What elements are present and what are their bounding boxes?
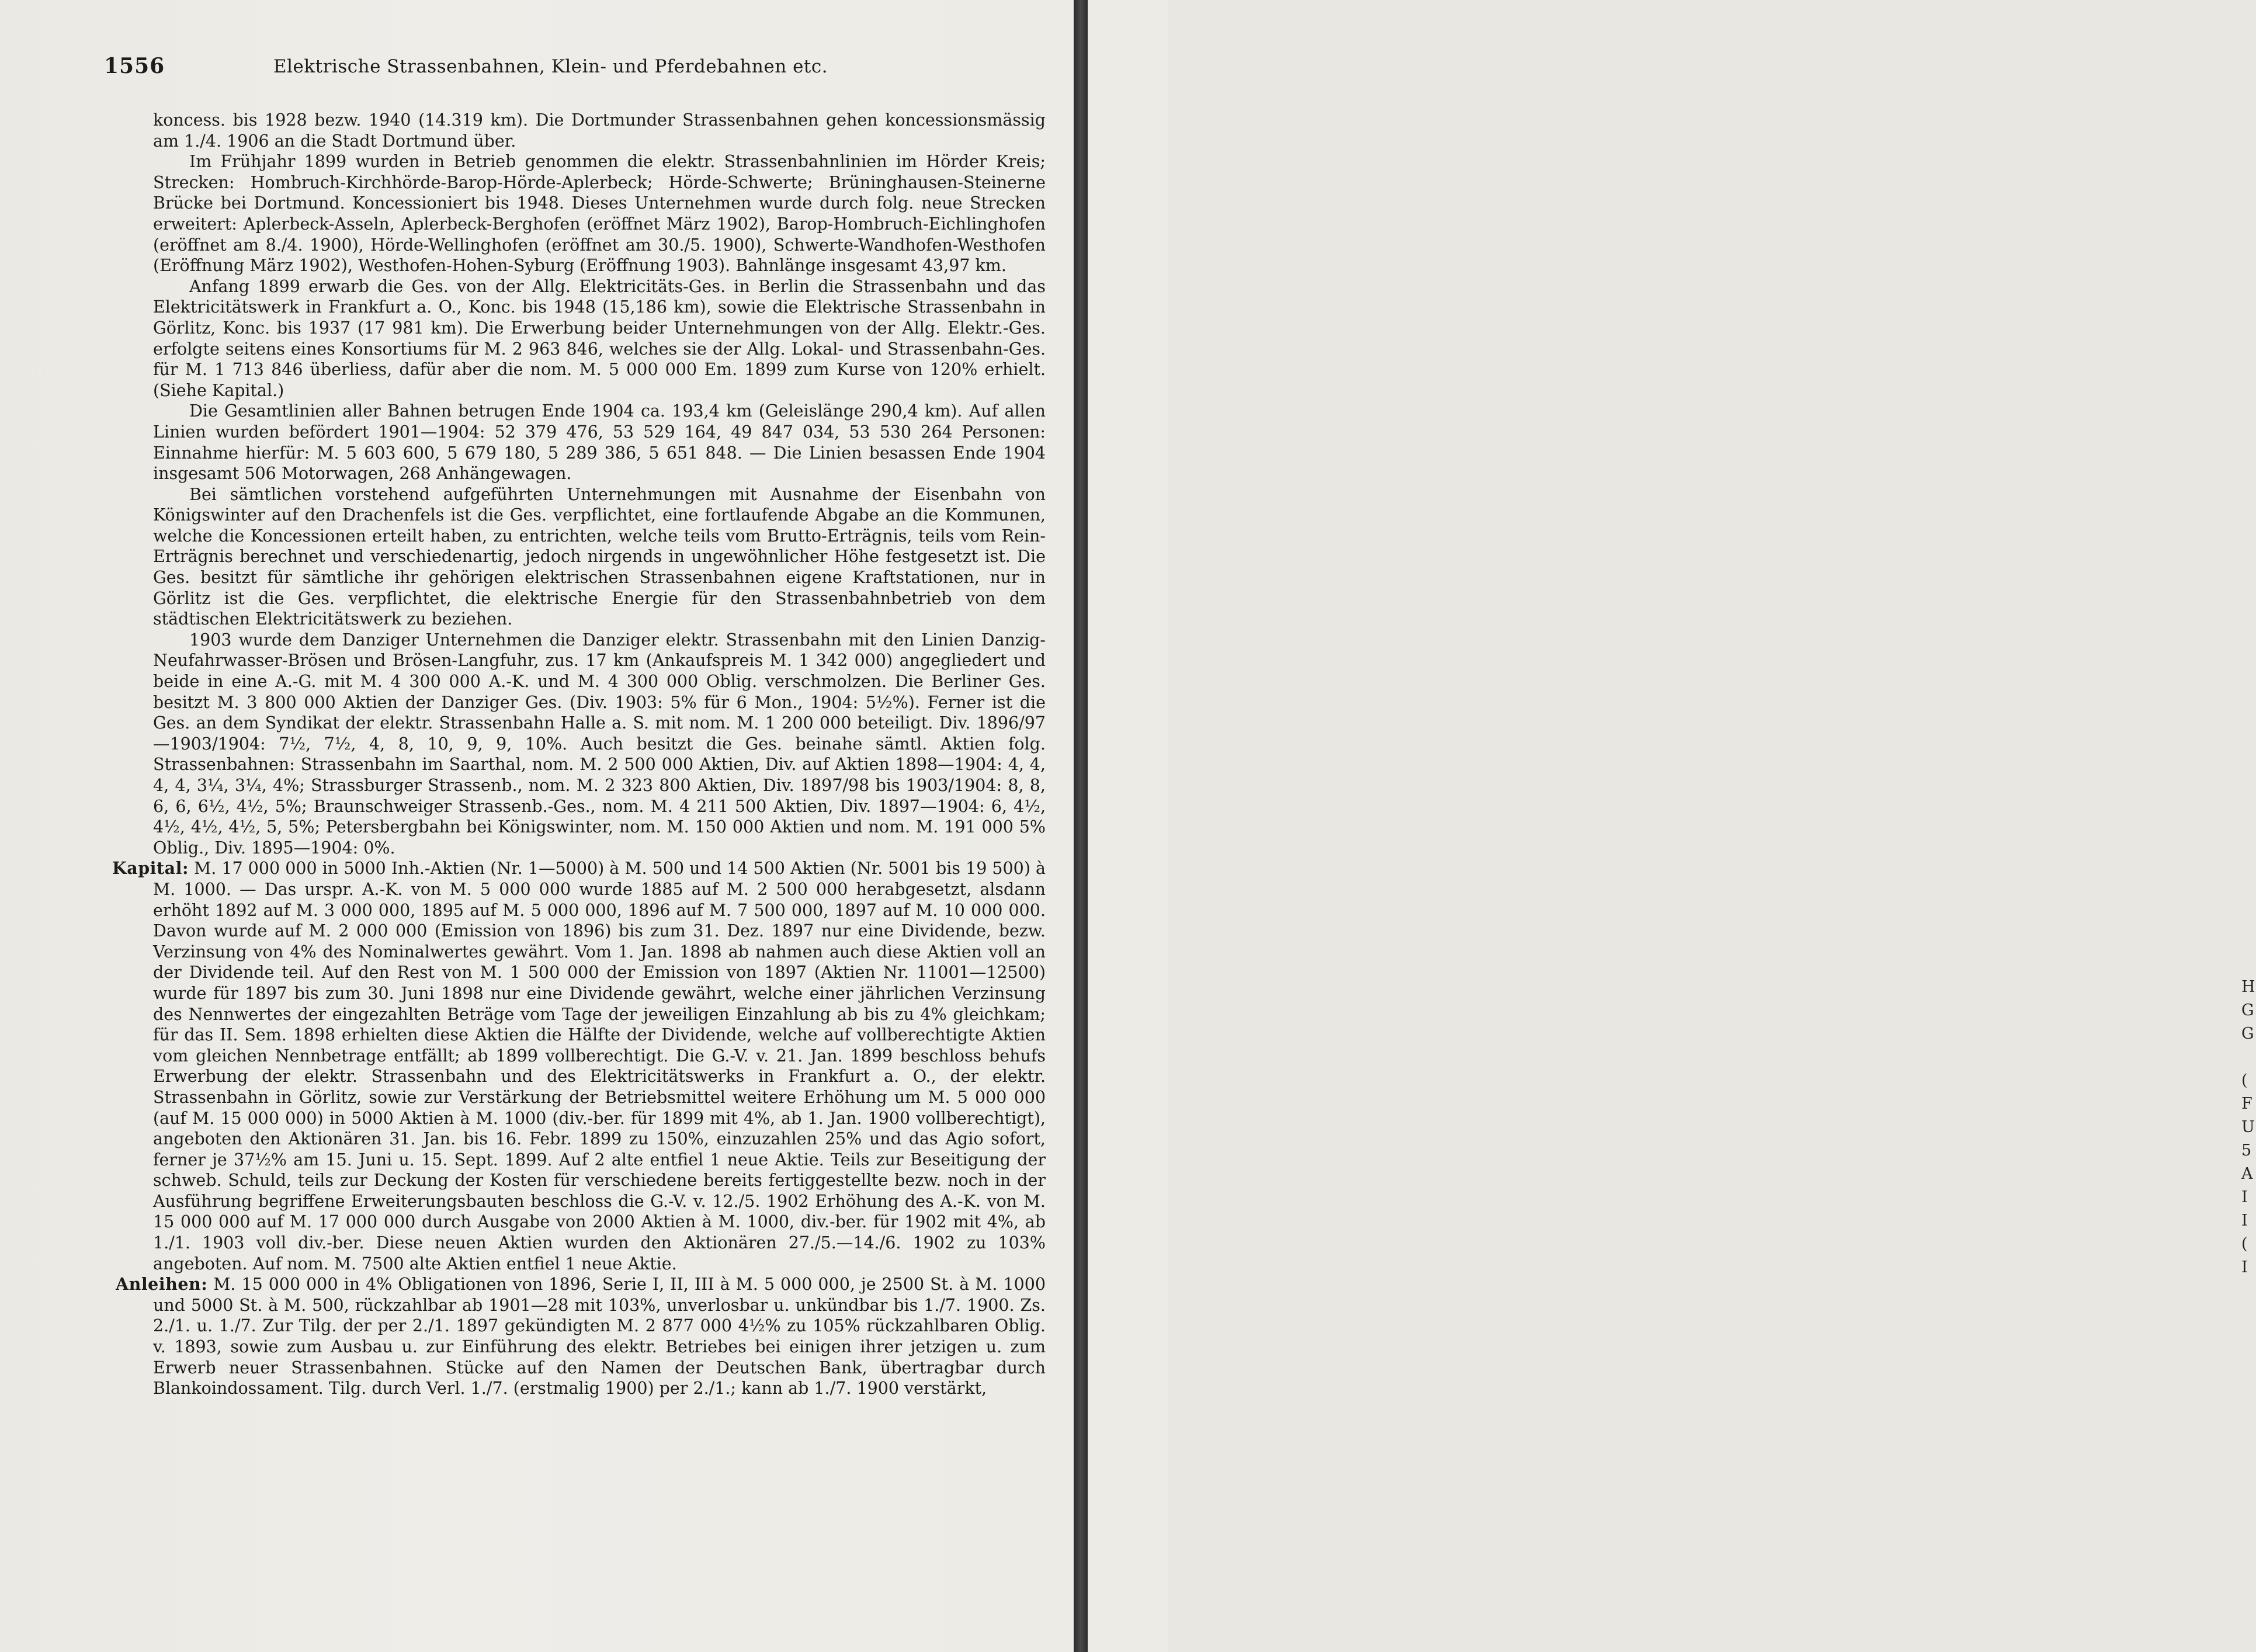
- adjacent-page-letter: (: [2241, 1071, 2248, 1089]
- adjacent-page-letter: G: [2241, 1001, 2254, 1019]
- adjacent-page-letter: I: [2241, 1258, 2248, 1276]
- paragraph-frankfurt-goerlitz: Anfang 1899 erwarb die Ges. von der Allg. Elektricitäts-Ges. in Berlin die Strassenbahn und das Elektricitätswerk in Frankfurt a. O., Konc. bis 1948 (15,186 km), sowie die Elektrische Strassenbahn in Görlitz, Konc. bis 1937 (17 981 km). Die Erwerbung beider Unternehmungen von der Allg. Elektr.-Ges. erfolgte seitens eines Konsortiums für M. 2 963 846, welches sie der Allg. Lokal- und Strassenbahn-Ges. für M. 1 713 846 überliess, dafür aber die nom. M. 5 000 000 Em. 1899 zum Kurse von 120% erhielt. (Siehe Kapital.): [153, 276, 1046, 400]
- adjacent-page-letter: G: [2241, 1025, 2254, 1043]
- paragraph-gesamtlinien: Die Gesamtlinien aller Bahnen betrugen Ende 1904 ca. 193,4 km (Geleislänge 290,4 km). Auf allen Linien wurden befördert 1901—1904: 52 379 476, 53 529 164, 49 847 034, 53 530 264 Personen: Einnahme hierfür: M. 5 603 600, 5 679 180, 5 289 386, 5 651 848. — Die Linien besassen Ende 1904 insgesamt 506 Motorwagen, 268 Anhängewagen.: [153, 401, 1046, 484]
- adjacent-page-letter: 5: [2241, 1141, 2252, 1160]
- kapital-label: Kapital:: [112, 858, 189, 879]
- adjacent-page-letter: F: [2241, 1095, 2252, 1113]
- page-header: [104, 54, 1046, 84]
- kapital-text: M. 17 000 000 in 5000 Inh.-Aktien (Nr. 1—5000) à M. 500 und 14 500 Aktien (Nr. 5001 bis 19 500) à M. 1000. — Das urspr. A.-K. von M. 5 000 000 wurde 1885 auf M. 2 500 000 herabgesetzt, alsdann erhöht 1892 auf M. 3 000 000, 1895 auf M. 5 000 000, 1896 auf M. 7 500 000, 1897 auf M. 10 000 000. Davon wurde auf M. 2 000 000 (Emission von 1896) bis zum 31. Dez. 1897 nur eine Dividende, bezw. Verzinsung von 4% des Nominalwertes gewährt. Vom 1. Jan. 1898 ab nahmen auch diese Aktien voll an der Dividende teil. Auf den Rest von M. 1 500 000 der Emission von 1897 (Aktien Nr. 11001—12500) wurde für 1897 bis zum 30. Juni 1898 nur eine Dividende gewährt, welche einer jährlichen Verzinsung des Nennwertes der eingezahlten Beträge vom Tage der jeweiligen Einzahlung ab bis zu 4% gleichkam; für das II. Sem. 1898 erhielten diese Aktien die Hälfte der Dividende, welche auf vollberechtigte Aktien vom gleichen Nennbetrage entfällt; ab 1899 vollberechtigt. Die G.-V. v. 21. Jan. 1899 beschloss behufs Erwerbung der elektr. Strassenbahn und des Elektricitätswerks in Frankfurt a. O., der elektr. Strassenbahn in Görlitz, sowie zur Verstärkung der Betriebsmittel weitere Erhöhung um M. 5 000 000 (auf M. 15 000 000) in 5000 Aktien à M. 1000 (div.-ber. für 1899 mit 4%, ab 1. Jan. 1900 vollberechtigt), angeboten den Aktionären 31. Jan. bis 16. Febr. 1899 zu 150%, einzuzahlen 25% und das Agio sofort, ferner je 37½% am 15. Juni u. 15. Sept. 1899. Auf 2 alte entfiel 1 neue Aktie. Teils zur Beseitigung der schweb. Schuld, teils zur Deckung der Kosten für verschiedene bereits fertiggestellte bezw. noch in der Ausführung begriffene Erweiterungsbauten beschloss die G.-V. v. 12./5. 1902 Erhöhung des A.-K. von M. 15 000 000 auf M. 17 000 000 durch Ausgabe von 2000 Aktien à M. 1000, div.-ber. für 1902 mit 4%, ab 1./1. 1903 voll div.-ber. Diese neuen Aktien wurden den Aktionären 27./5.—14./6. 1902 zu 103% angeboten. Auf nom. M. 7500 alte Aktien entfiel 1 neue Aktie.: [153, 859, 1046, 1273]
- section-kapital: [112, 858, 1046, 1274]
- adjacent-page-letter: [2241, 1046, 2256, 1069]
- paragraph-hoerder-kreis: Im Frühjahr 1899 wurden in Betrieb genommen die elektr. Strassenbahnlinien im Hörder Kreis; Strecken: Hombruch-Kirchhörde-Barop-Hörde-Aplerbeck; Hörde-Schwerte; Brüninghausen-Steinerne Brücke bei Dortmund. Koncessioniert bis 1948. Dieses Unternehmen wurde durch folg. neue Strecken erweitert: Aplerbeck-Asseln, Aplerbeck-Berghofen (eröffnet März 1902), Barop-Hombruch-Eichlinghofen (eröffnet am 8./4. 1900), Hörde-Wellinghofen (eröffnet am 30./5. 1900), Schwerte-Wandhofen-Westhofen (Eröffnung März 1902), Westhofen-Hohen-Syburg (Eröffnung 1903). Bahnlänge insgesamt 43,97 km.: [153, 152, 1046, 276]
- anleihen-label: Anleihen:: [116, 1274, 208, 1294]
- section-anleihen: [116, 1274, 1046, 1399]
- paragraph-dortmund-concession: koncess. bis 1928 bezw. 1940 (14.319 km). Die Dortmunder Strassenbahnen gehen koncessionsmässig am 1./4. 1906 an die Stadt Dortmund über.: [153, 110, 1046, 151]
- anleihen-text: M. 15 000 000 in 4% Obligationen von 1896, Serie I, II, III à M. 5 000 000, je 2500 St. à M. 1000 und 5000 St. à M. 500, rückzahlbar ab 1901—28 mit 103%, unverlosbar u. unkündbar bis 1./7. 1900. Zs. 2./1. u. 1./7. Zur Tilg. der per 2./1. 1897 gekündigten M. 2 877 000 4½% zu 105% rückzahlbaren Oblig. v. 1893, sowie zum Ausbau u. zur Einführung des elektr. Betriebes bei einigen ihrer jetzigen u. zum Erwerb neuer Strassenbahnen. Stücke auf den Namen der Deutschen Bank, übertragbar durch Blankoindossament. Tilg. durch Verl. 1./7. (erstmalig 1900) per 2./1.; kann ab 1./7. 1900 verstärkt,: [153, 1275, 1046, 1398]
- adjacent-page-letters: [2241, 976, 2256, 1279]
- adjacent-page-letter: (: [2241, 1235, 2248, 1253]
- paragraph-danzig: 1903 wurde dem Danziger Unternehmen die Danziger elektr. Strassenbahn mit den Linien Danzig-Neufahrwasser-Brösen und Brösen-Langfuhr, zus. 17 km (Ankaufspreis M. 1 342 000) angegliedert und beide in eine A.-G. mit M. 4 300 000 A.-K. und M. 4 300 000 Oblig. verschmolzen. Die Berliner Ges. besitzt M. 3 800 000 Aktien der Danziger Ges. (Div. 1903: 5% für 6 Mon., 1904: 5½%). Ferner ist die Ges. an dem Syndikat der elektr. Strassenbahn Halle a. S. mit nom. M. 1 200 000 beteiligt. Div. 1896/97—1903/1904: 7½, 7½, 4, 8, 10, 9, 9, 10%. Auch besitzt die Ges. beinahe sämtl. Aktien folg. Strassenbahnen: Strassenbahn im Saarthal, nom. M. 2 500 000 Aktien, Div. auf Aktien 1898—1904: 4, 4, 4, 4, 3¼, 3¼, 4%; Strassburger Strassenb., nom. M. 2 323 800 Aktien, Div. 1897/98 bis 1903/1904: 8, 8, 6, 6, 6½, 4½, 5%; Braunschweiger Strassenb.-Ges., nom. M. 4 211 500 Aktien, Div. 1897—1904: 6, 4½, 4½, 4½, 4½, 5, 5%; Petersbergbahn bei Königswinter, nom. M. 150 000 Aktien und nom. M. 191 000 5% Oblig., Div. 1895—1904: 0%.: [153, 630, 1046, 858]
- book-binding-gutter: [1074, 0, 1088, 1652]
- adjacent-page-letter: I: [2241, 1188, 2248, 1206]
- adjacent-page-edge: [1088, 0, 2255, 1652]
- adjacent-page-letter: I: [2241, 1212, 2248, 1230]
- document-page: [0, 0, 1074, 1652]
- running-title: Elektrische Strassenbahnen, Klein- und Pferdebahnen etc.: [273, 56, 828, 77]
- adjacent-page-letter: U: [2241, 1118, 2255, 1136]
- adjacent-page-letter: A: [2241, 1165, 2253, 1183]
- body-text: [112, 110, 1046, 1399]
- paragraph-abgabe-kommunen: Bei sämtlichen vorstehend aufgeführten Unternehmungen mit Ausnahme der Eisenbahn von Königswinter auf den Drachenfels ist die Ges. verpflichtet, eine fortlaufende Abgabe an die Kommunen, welche die Koncessionen erteilt haben, zu entrichten, welche teils vom Brutto-Erträgnis, teils vom Rein-Erträgnis berechnet und verschiedenartig, jedoch nirgends in ungewöhnlicher Höhe festgesetzt ist. Die Ges. besitzt für sämtliche ihr gehörigen elektrischen Strassenbahnen eigene Kraftstationen, nur in Görlitz ist die Ges. verpflichtet, die elektrische Energie für den Strassenbahnbetrieb von dem städtischen Elektricitätswerk zu beziehen.: [153, 484, 1046, 629]
- adjacent-page-letter: H: [2241, 978, 2255, 996]
- page-number: 1556: [104, 54, 165, 78]
